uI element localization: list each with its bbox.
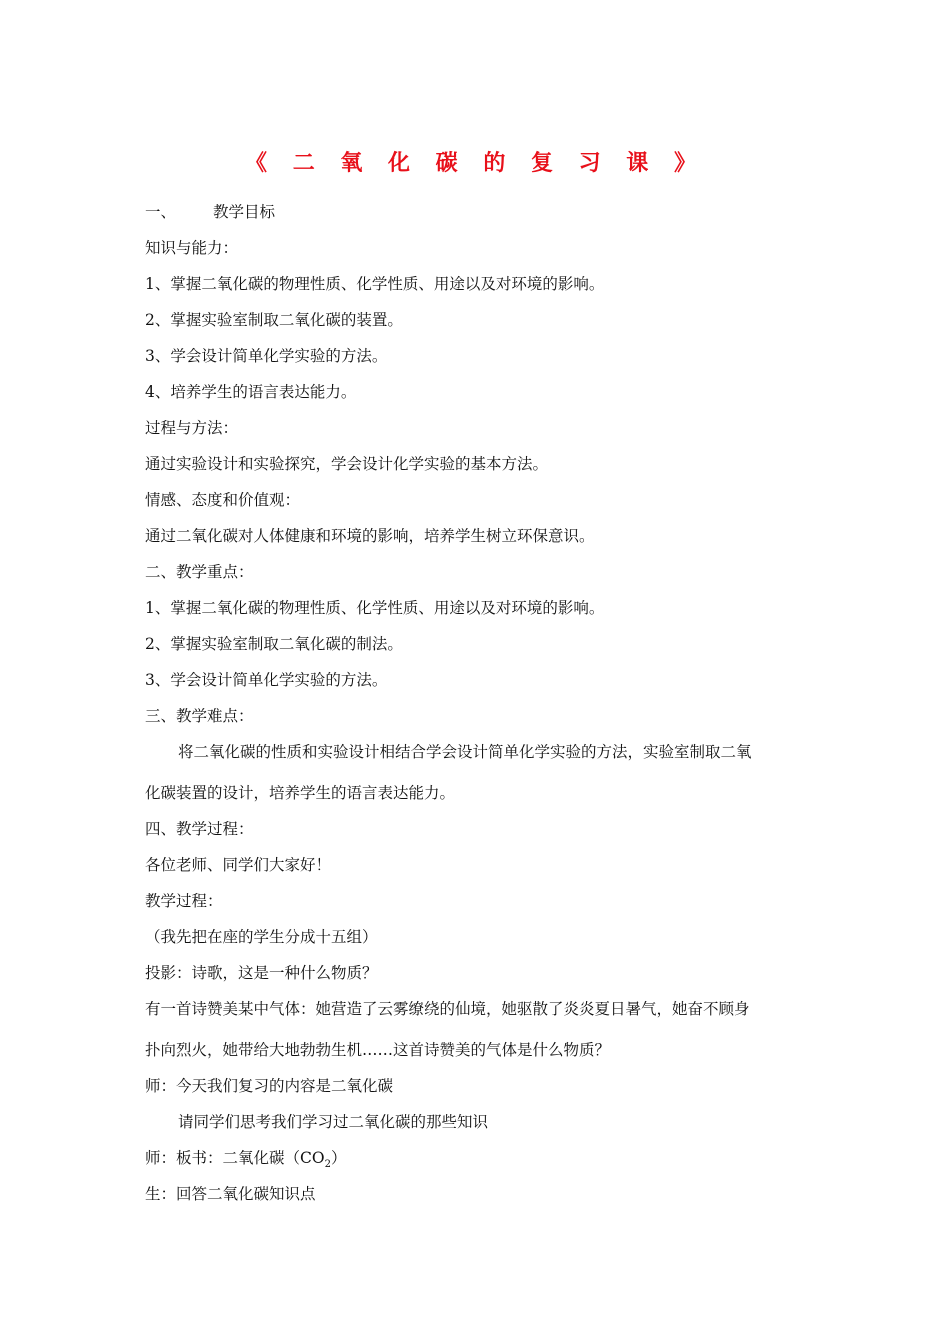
greeting-text: 各位老师、同学们大家好！ bbox=[145, 856, 332, 874]
difficulty-heading: 三、教学难点： bbox=[145, 707, 254, 725]
knowledge-heading: 知识与能力： bbox=[145, 239, 239, 257]
procedure-subheading: 教学过程： bbox=[145, 892, 223, 910]
section-objectives-heading bbox=[145, 202, 275, 222]
process-heading: 过程与方法： bbox=[145, 419, 239, 437]
grouping-note: （我先把在座的学生分成十五组） bbox=[145, 928, 378, 946]
board-writing-prefix: 师：板书：二氧化碳（CO bbox=[145, 1149, 325, 1167]
projection-text: 投影：诗歌，这是一种什么物质？ bbox=[145, 964, 378, 982]
emotion-heading: 情感、态度和价值观： bbox=[145, 491, 301, 509]
teacher-remark-continued: 请同学们思考我们学习过二氧化碳的那些知识 bbox=[178, 1113, 489, 1131]
procedure-heading: 四、教学过程： bbox=[145, 820, 254, 838]
document-title: 《 二 氧 化 碳 的 复 习 课 》 bbox=[245, 151, 705, 176]
student-response: 生：回答二氧化碳知识点 bbox=[145, 1185, 316, 1203]
co2-subscript: 2 bbox=[324, 1159, 331, 1171]
difficulty-paragraph-line2: 化碳装置的设计，培养学生的语言表达能力。 bbox=[145, 784, 456, 802]
board-writing-suffix: ） bbox=[330, 1149, 347, 1167]
teacher-remark: 师：今天我们复习的内容是二氧化碳 bbox=[145, 1077, 394, 1095]
key-points-heading: 二、教学重点： bbox=[145, 563, 254, 581]
section-label: 教学目标 bbox=[213, 203, 276, 221]
knowledge-item-2: 2、掌握实验室制取二氧化碳的装置。 bbox=[145, 311, 403, 329]
key-point-3: 3、学会设计简单化学实验的方法。 bbox=[145, 671, 388, 689]
knowledge-item-4: 4、培养学生的语言表达能力。 bbox=[145, 383, 357, 401]
emotion-text: 通过二氧化碳对人体健康和环境的影响，培养学生树立环保意识。 bbox=[145, 527, 595, 545]
poem-line-2: 扑向烈火，她带给大地勃勃生机……这首诗赞美的气体是什么物质？ bbox=[145, 1041, 611, 1059]
section-number: 一、 bbox=[145, 203, 177, 221]
board-writing bbox=[145, 1148, 347, 1171]
key-point-2: 2、掌握实验室制取二氧化碳的制法。 bbox=[145, 635, 403, 653]
poem-line-1: 有一首诗赞美某中气体：她营造了云雾缭绕的仙境，她驱散了炎炎夏日暑气，她奋不顾身 bbox=[145, 1000, 750, 1018]
knowledge-item-3: 3、学会设计简单化学实验的方法。 bbox=[145, 347, 388, 365]
difficulty-paragraph-line1: 将二氧化碳的性质和实验设计相结合学会设计简单化学实验的方法，实验室制取二氧 bbox=[178, 743, 752, 761]
key-point-1: 1、掌握二氧化碳的物理性质、化学性质、用途以及对环境的影响。 bbox=[145, 599, 605, 617]
process-text: 通过实验设计和实验探究，学会设计化学实验的基本方法。 bbox=[145, 455, 549, 473]
knowledge-item-1: 1、掌握二氧化碳的物理性质、化学性质、用途以及对环境的影响。 bbox=[145, 275, 605, 293]
